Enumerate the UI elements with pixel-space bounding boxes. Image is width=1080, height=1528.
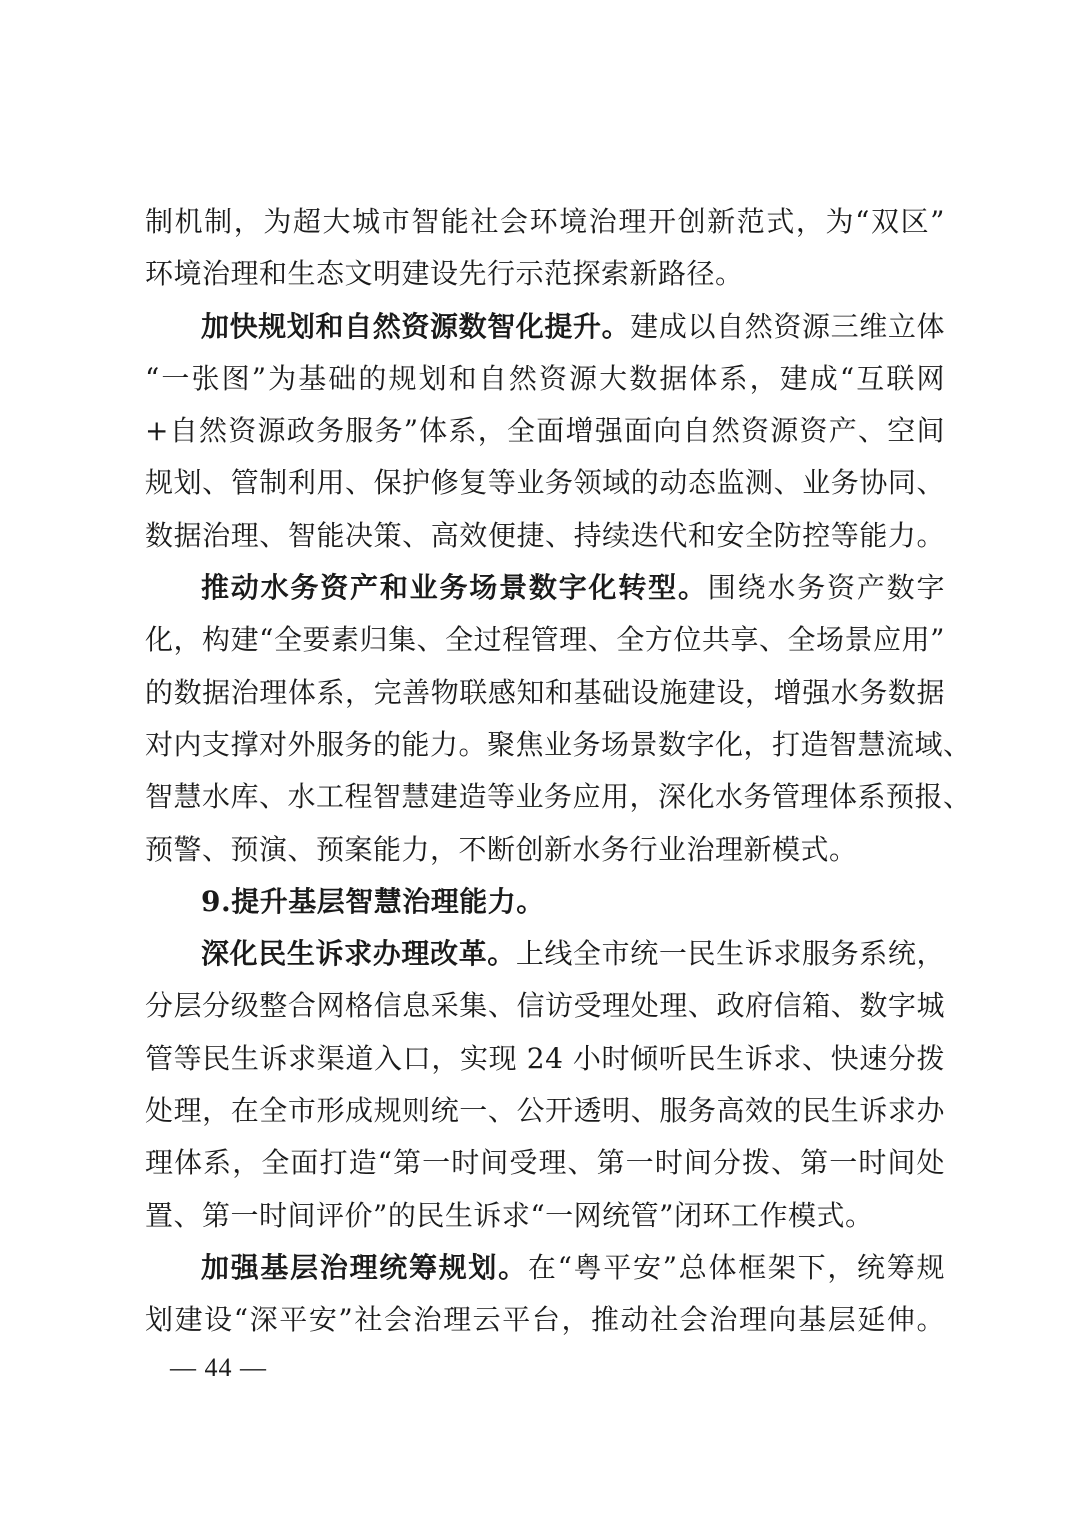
paragraph-first-text: 在“粤平安”总体框架下，统筹规 [527, 1250, 945, 1284]
text-line: 划建设“深平安”社会治理云平台，推动社会治理向基层延伸。 [145, 1303, 945, 1337]
paragraph-first-text: 围绕水务资产数字 [707, 571, 945, 605]
text-line: 化，构建“全要素归集、全过程管理、全方位共享、全场景应用” [145, 623, 945, 657]
text-line: 管等民生诉求渠道入口，实现 24 小时倾听民生诉求、快速分拨 [145, 1041, 945, 1075]
paragraph-heading: 加快规划和自然资源数智化提升。 [201, 309, 631, 343]
paragraph-heading: 深化民生诉求办理改革。 [201, 937, 516, 971]
text-line: +自然资源政务服务”体系，全面增强面向自然资源资产、空间 [145, 414, 945, 448]
text-line: 理体系，全面打造“第一时间受理、第一时间分拨、第一时间处 [145, 1146, 945, 1180]
section-heading [145, 876, 945, 928]
text-line: 的数据治理体系，完善物联感知和基础设施建设，增强水务数据 [145, 675, 945, 709]
paragraph-water-affairs [145, 562, 972, 876]
paragraph-first-line [145, 1242, 945, 1294]
page-number: — 44 — [170, 1353, 267, 1382]
paragraph-first-line [145, 562, 945, 614]
text-line: 规划、管制利用、保护修复等业务领域的动态监测、业务协同、 [145, 466, 945, 500]
paragraph-first-line [145, 928, 945, 980]
section-heading-text: 9.提升基层智慧治理能力。 [201, 884, 545, 918]
text-line: 数据治理、智能决策、高效便捷、持续迭代和安全防控等能力。 [145, 518, 945, 552]
text-line: 智慧水库、水工程智慧建造等业务应用，深化水务管理体系预报、 [145, 780, 972, 814]
paragraph-grassroots-governance [145, 1242, 945, 1347]
paragraph-first-text: 上线全市统一民生诉求服务系统， [515, 937, 945, 971]
text-line: 制机制，为超大城市智能社会环境治理开创新范式，为“双区” [145, 205, 945, 238]
text-line: 对内支撑对外服务的能力。聚焦业务场景数字化，打造智慧流域、 [145, 727, 972, 761]
text-line: 分层分级整合网格信息采集、信访受理处理、政府信箱、数字城 [145, 989, 945, 1023]
document-body [145, 196, 972, 1347]
paragraph-first-text: 建成以自然资源三维立体 [630, 309, 945, 343]
paragraph-heading: 加强基层治理统筹规划。 [201, 1250, 528, 1284]
paragraph-first-line [145, 301, 945, 353]
text-line: 置、第一时间评价”的民生诉求“一网统管”闭环工作模式。 [145, 1198, 874, 1232]
paragraph-continuation [145, 196, 945, 301]
paragraph-citizen-appeals [145, 928, 945, 1242]
text-line: 处理，在全市形成规则统一、公开透明、服务高效的民生诉求办 [145, 1094, 945, 1128]
text-line: “一张图”为基础的规划和自然资源大数据体系，建成“互联网 [145, 361, 945, 395]
paragraph-natural-resources [145, 301, 945, 562]
text-line: 预警、预演、预案能力，不断创新水务行业治理新模式。 [145, 832, 858, 866]
text-line: 环境治理和生态文明建设先行示范探索新路径。 [145, 257, 744, 291]
paragraph-heading: 推动水务资产和业务场景数字化转型。 [201, 571, 708, 605]
